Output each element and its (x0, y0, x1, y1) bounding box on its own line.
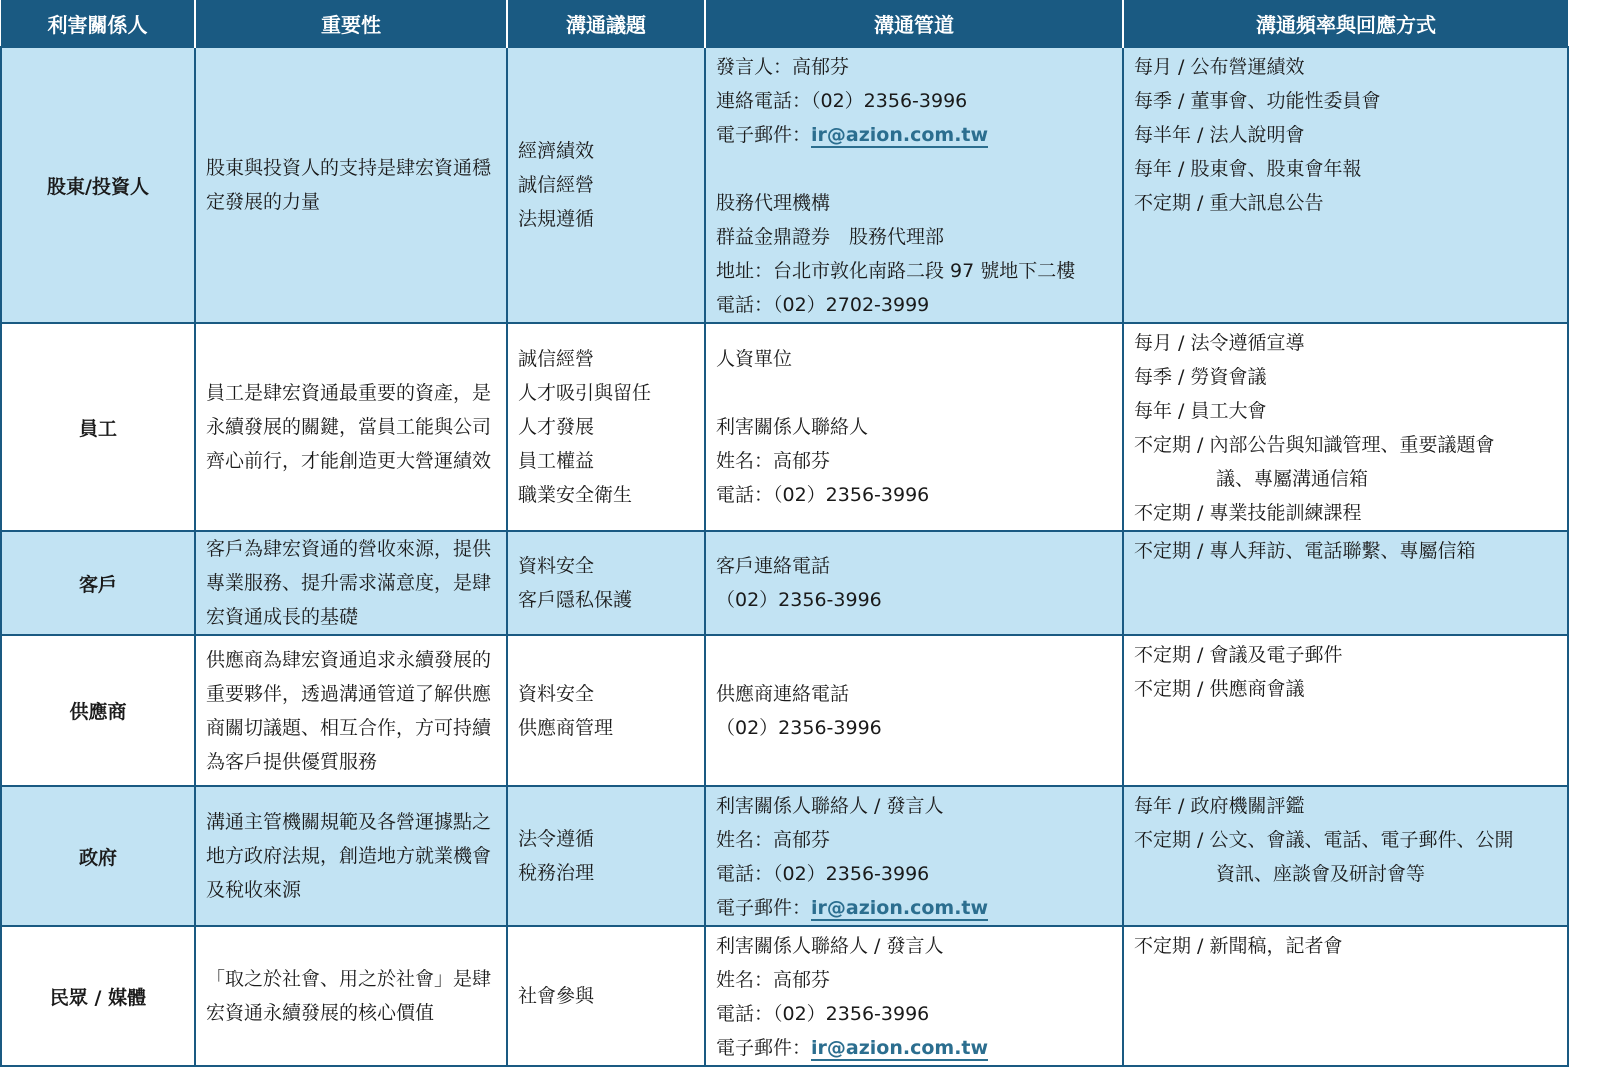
channel-line: 供應商連絡電話 (716, 682, 850, 705)
issue-item: 經濟績效 (518, 140, 595, 162)
email-link[interactable]: ir@azion.com.tw (811, 897, 989, 919)
issues-list (507, 926, 705, 1066)
table-row (1, 635, 1568, 786)
importance-text: 「取之於社會、用之於社會」是肆宏資通永續發展的核心價值 (195, 926, 507, 1066)
frequency-item: 不定期 / 公文、會議、電話、電子郵件、公開 (1134, 829, 1514, 851)
table-row (1, 47, 1568, 323)
issue-item: 資料安全 (518, 555, 595, 577)
frequency-item-continued: 資訊、座談會及研討會等 (1216, 863, 1426, 885)
frequency-cell (1123, 531, 1568, 635)
channels-cell (705, 926, 1123, 1066)
frequency-item: 不定期 / 重大訊息公告 (1134, 192, 1324, 214)
frequency-cell (1123, 635, 1568, 786)
channel-line: 姓名：高郁芬 (716, 829, 831, 851)
channel-line: 利害關係人聯絡人 (716, 416, 869, 438)
issue-item: 稅務治理 (518, 862, 595, 884)
frequency-cell (1123, 786, 1568, 926)
issue-item: 資料安全 (518, 682, 595, 705)
frequency-item: 不定期 / 專人拜訪、電話聯繫、專屬信箱 (1134, 540, 1476, 562)
channel-line: 電話：（02）2356-3996 (716, 484, 930, 506)
importance-text: 客戶為肆宏資通的營收來源，提供專業服務、提升需求滿意度，是肆宏資通成長的基礎 (195, 531, 507, 635)
frequency-item: 每年 / 員工大會 (1134, 400, 1267, 422)
issues-list (507, 531, 705, 635)
stakeholder-name: 供應商 (1, 635, 195, 786)
stakeholder-name: 客戶 (1, 531, 195, 635)
frequency-item-continued: 議、專屬溝通信箱 (1216, 468, 1369, 490)
frequency-item: 不定期 / 專業技能訓練課程 (1134, 502, 1362, 524)
channel-line: 姓名：高郁芬 (716, 969, 831, 991)
issue-item: 法令遵循 (518, 828, 595, 850)
table-row (1, 786, 1568, 926)
issue-item: 職業安全衛生 (518, 484, 633, 506)
channel-email-line (716, 891, 1122, 925)
stakeholder-name: 股東/投資人 (1, 47, 195, 323)
issue-item: 誠信經營 (518, 174, 595, 196)
channel-line: 利害關係人聯絡人 / 發言人 (716, 935, 944, 957)
channel-email-line (716, 1031, 1122, 1065)
channel-line: 姓名：高郁芬 (716, 450, 831, 472)
channels-cell (705, 323, 1123, 531)
importance-text: 員工是肆宏資通最重要的資產，是永續發展的關鍵，當員工能與公司齊心前行，才能創造更大營運績效 (195, 323, 507, 531)
table-row (1, 531, 1568, 635)
channel-line: 電話：（02）2356-3996 (716, 1003, 930, 1025)
importance-text: 溝通主管機關規範及各營運據點之地方政府法規，創造地方就業機會及稅收來源 (195, 786, 507, 926)
issue-item: 社會參與 (518, 985, 595, 1007)
issue-item: 誠信經營 (518, 348, 595, 370)
frequency-item: 每半年 / 法人說明會 (1134, 124, 1305, 146)
header-issues: 溝通議題 (507, 0, 705, 47)
frequency-item: 每年 / 政府機關評鑑 (1134, 795, 1305, 817)
frequency-item: 每月 / 公布營運績效 (1134, 56, 1305, 78)
stakeholder-name: 民眾 / 媒體 (1, 926, 195, 1066)
frequency-cell (1123, 47, 1568, 323)
channel-line: （02）2356-3996 (716, 716, 882, 739)
header-stakeholder: 利害關係人 (1, 0, 195, 47)
frequency-cell (1123, 926, 1568, 1066)
channel-email-line (716, 118, 1122, 152)
frequency-item: 每季 / 董事會、功能性委員會 (1134, 90, 1381, 112)
issues-list (507, 323, 705, 531)
frequency-item: 每季 / 勞資會議 (1134, 366, 1267, 388)
channels-cell (705, 635, 1123, 786)
header-importance: 重要性 (195, 0, 507, 47)
channels-cell (705, 531, 1123, 635)
frequency-cell (1123, 323, 1568, 531)
header-frequency: 溝通頻率與回應方式 (1123, 0, 1568, 47)
email-label: 電子郵件： (716, 897, 812, 919)
spacer (716, 152, 1122, 186)
email-link[interactable]: ir@azion.com.tw (811, 1037, 989, 1059)
channel-line: 客戶連絡電話 (716, 555, 831, 577)
channel-line: 電話：（02）2702-3999 (716, 294, 930, 316)
issue-item: 供應商管理 (518, 716, 614, 739)
header-row (1, 0, 1568, 47)
frequency-item: 每年 / 股東會、股東會年報 (1134, 158, 1362, 180)
table-row (1, 926, 1568, 1066)
spacer (716, 376, 1122, 410)
issue-item: 員工權益 (518, 450, 595, 472)
issues-list (507, 47, 705, 323)
issue-item: 法規遵循 (518, 208, 595, 230)
issue-item: 人才吸引與留任 (518, 382, 652, 404)
frequency-item: 不定期 / 內部公告與知識管理、重要議題會 (1134, 434, 1495, 456)
channel-line: 連絡電話：（02）2356-3996 (716, 90, 968, 112)
email-label: 電子郵件： (716, 124, 812, 146)
frequency-item: 不定期 / 供應商會議 (1134, 678, 1305, 700)
channel-line: 群益金鼎證券 股務代理部 (716, 226, 945, 248)
channel-line: 發言人：高郁芬 (716, 56, 850, 78)
channel-line: （02）2356-3996 (716, 589, 882, 611)
issues-list (507, 786, 705, 926)
email-link[interactable]: ir@azion.com.tw (811, 124, 989, 146)
channels-cell (705, 47, 1123, 323)
table-row (1, 323, 1568, 531)
stakeholder-name: 政府 (1, 786, 195, 926)
issue-item: 客戶隱私保護 (518, 589, 633, 611)
issue-item: 人才發展 (518, 416, 595, 438)
issues-list (507, 635, 705, 786)
stakeholder-name: 員工 (1, 323, 195, 531)
channel-line: 股務代理機構 (716, 192, 831, 214)
frequency-item: 不定期 / 新聞稿，記者會 (1134, 935, 1343, 957)
header-channels: 溝通管道 (705, 0, 1123, 47)
channel-line: 人資單位 (716, 348, 793, 370)
channel-line: 電話：（02）2356-3996 (716, 863, 930, 885)
importance-text: 股東與投資人的支持是肆宏資通穩定發展的力量 (195, 47, 507, 323)
frequency-item: 不定期 / 會議及電子郵件 (1134, 644, 1343, 666)
email-label: 電子郵件： (716, 1037, 812, 1059)
channels-cell (705, 786, 1123, 926)
channel-line: 利害關係人聯絡人 / 發言人 (716, 795, 944, 817)
frequency-item: 每月 / 法令遵循宣導 (1134, 332, 1305, 354)
channel-line: 地址：台北市敦化南路二段 97 號地下二樓 (716, 260, 1076, 282)
importance-text: 供應商為肆宏資通追求永續發展的重要夥伴，透過溝通管道了解供應商關切議題、相互合作，方可持續為客戶提供優質服務 (195, 635, 507, 786)
